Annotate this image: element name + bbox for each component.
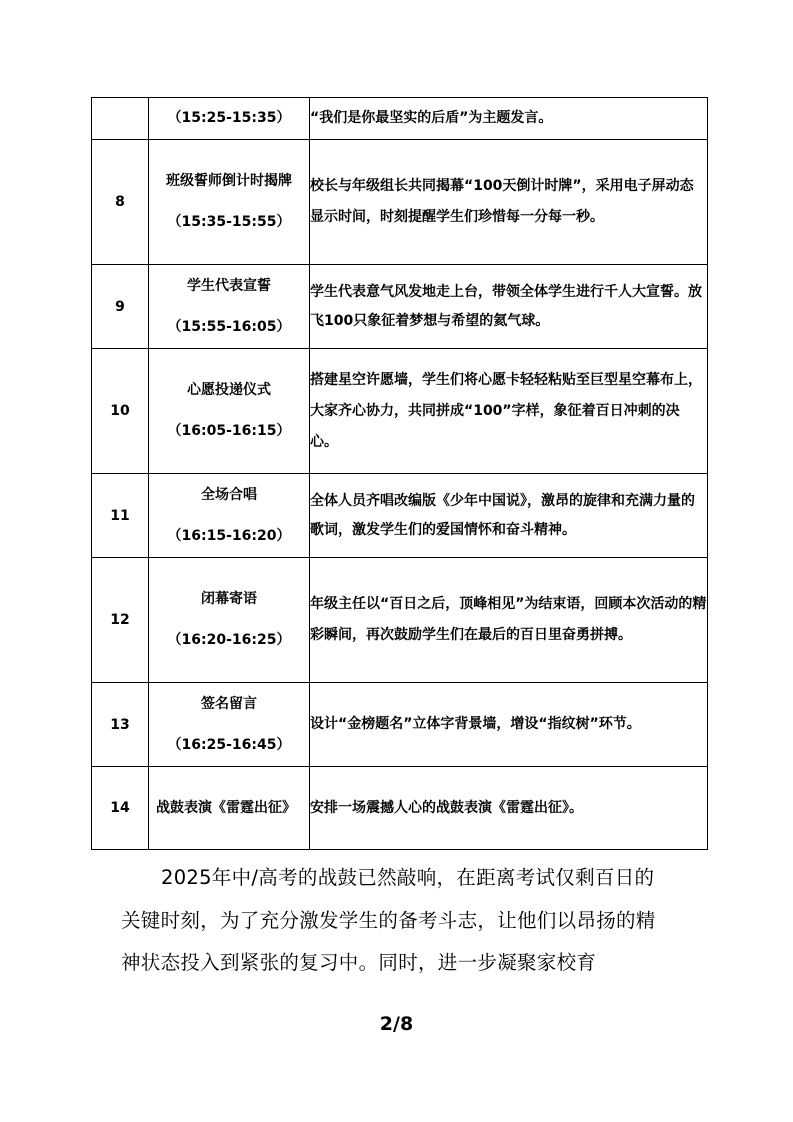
row-number: 12 (92, 558, 149, 683)
row-description: 安排一场震撼人心的战鼓表演《雷霆出征》。 (310, 767, 708, 850)
activity-time: （16:20-16:25） (167, 632, 291, 648)
table-row (92, 265, 708, 349)
row-activity (149, 140, 310, 265)
body-paragraph: 2025年中/高考的战鼓已然敲响，在距离考试仅剩百日的关键时刻，为了充分激发学生的备考斗志，让他们以昂扬的精神状态投入到紧张的复习中。同时，进一步凝聚家校育 (121, 866, 656, 974)
activity-name: 战鼓表演《雷霆出征》 (156, 800, 296, 816)
row-number (92, 98, 149, 140)
activity-time: （16:25-16:45） (167, 736, 291, 753)
activity-time: （15:55-16:05） (167, 318, 291, 335)
row-number: 8 (92, 140, 149, 265)
table-row (92, 349, 708, 474)
row-description: 搭建星空许愿墙，学生们将心愿卡轻轻粘贴至巨型星空幕布上，大家齐心协力，共同拼成“100”字样，象征着百日冲刺的决心。 (310, 349, 708, 474)
row-number: 9 (92, 265, 149, 349)
row-activity (149, 683, 310, 767)
table-row (92, 474, 708, 558)
activity-name: 班级誓师倒计时揭牌 (166, 173, 292, 189)
row-description: 设计“金榜题名”立体字背景墙，增设“指纹树”环节。 (310, 683, 708, 767)
row-activity (149, 767, 310, 850)
table-row (92, 683, 708, 767)
row-description: “我们是你最坚实的后盾”为主题发言。 (310, 98, 708, 140)
activity-name: 闭幕寄语 (201, 591, 257, 607)
activity-time: （16:05-16:15） (167, 423, 291, 439)
activity-name: 全场合唱 (201, 486, 257, 503)
row-description: 全体人员齐唱改编版《少年中国说》，激昂的旋律和充满力量的歌词，激发学生们的爱国情怀和奋斗精神。 (310, 474, 708, 558)
activity-name: 学生代表宣誓 (187, 277, 271, 294)
table-row (92, 767, 708, 850)
activity-time: （16:15-16:20） (167, 527, 291, 544)
row-description: 学生代表意气风发地走上台，带领全体学生进行千人大宣誓。放飞100只象征着梦想与希望的氦气球。 (310, 265, 708, 349)
schedule-table (91, 97, 708, 850)
row-description: 校长与年级组长共同揭幕“100天倒计时牌”，采用电子屏动态显示时间，时刻提醒学生们珍惜每一分每一秒。 (310, 140, 708, 265)
activity-name: 签名留言 (201, 695, 257, 712)
row-activity (149, 558, 310, 683)
page-number: 2/8 (379, 1013, 414, 1035)
row-description: 年级主任以“百日之后，顶峰相见”为结束语，回顾本次活动的精彩瞬间，再次鼓励学生们在最后的百日里奋勇拼搏。 (310, 558, 708, 683)
row-activity (149, 349, 310, 474)
table-row (92, 140, 708, 265)
row-time: （15:25-15:35） (149, 98, 310, 140)
table-row (92, 98, 708, 140)
table-row (92, 558, 708, 683)
row-activity (149, 474, 310, 558)
row-number: 11 (92, 474, 149, 558)
row-number: 10 (92, 349, 149, 474)
row-activity (149, 265, 310, 349)
activity-name: 心愿投递仪式 (187, 382, 271, 398)
activity-time: （15:35-15:55） (167, 214, 291, 230)
row-number: 14 (92, 767, 149, 850)
row-number: 13 (92, 683, 149, 767)
